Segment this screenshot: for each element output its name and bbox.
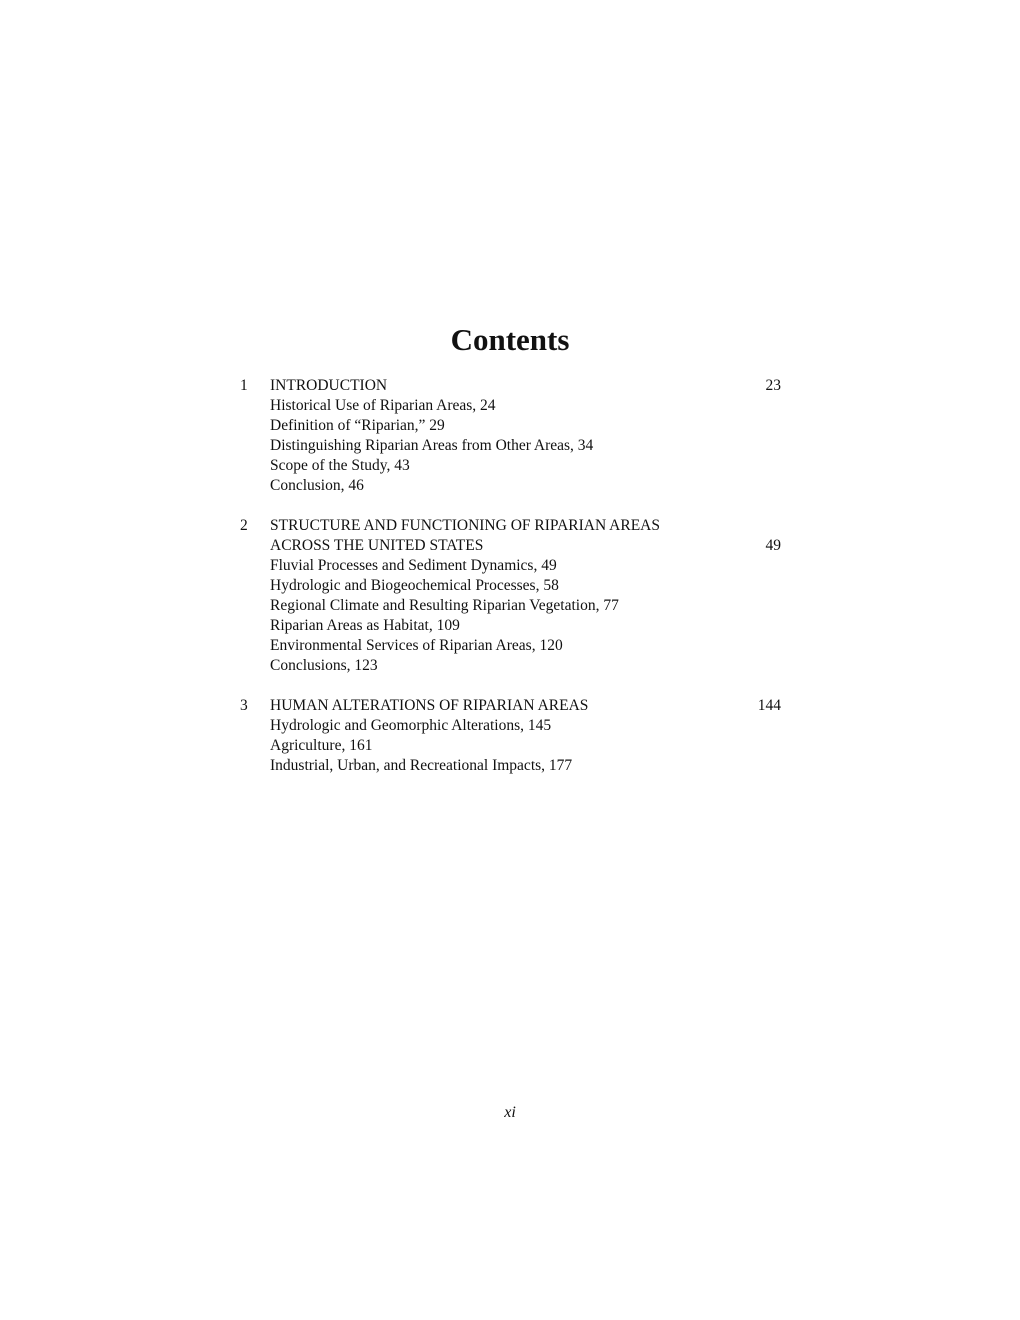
toc-chapter-2 bbox=[240, 516, 781, 676]
toc-section-item: Agriculture, 161 bbox=[270, 737, 373, 754]
chapter-heading bbox=[270, 696, 781, 716]
chapter-page-number: 49 bbox=[765, 537, 781, 554]
toc-section-item: Regional Climate and Resulting Riparian Vegetation, 77 bbox=[270, 597, 619, 614]
toc-section-item: Fluvial Processes and Sediment Dynamics, 49 bbox=[270, 557, 557, 574]
chapter-body bbox=[270, 516, 781, 676]
chapter-body bbox=[270, 376, 781, 496]
toc-section-item: Historical Use of Riparian Areas, 24 bbox=[270, 397, 496, 414]
chapter-body bbox=[270, 696, 781, 776]
table-of-contents bbox=[240, 376, 781, 796]
chapter-page-number: 23 bbox=[765, 377, 781, 394]
chapter-number: 3 bbox=[240, 697, 248, 714]
toc-section-item: Definition of “Riparian,” 29 bbox=[270, 417, 445, 434]
toc-section-item: Hydrologic and Geomorphic Alterations, 145 bbox=[270, 717, 552, 734]
toc-section-item: Conclusions, 123 bbox=[270, 657, 378, 674]
chapter-heading bbox=[270, 516, 781, 536]
chapter-number: 1 bbox=[240, 377, 248, 394]
chapter-heading bbox=[270, 376, 781, 396]
chapter-number: 2 bbox=[240, 517, 248, 534]
toc-section-item: Conclusion, 46 bbox=[270, 477, 364, 494]
toc-section-item: Riparian Areas as Habitat, 109 bbox=[270, 617, 460, 634]
chapter-page-number: 144 bbox=[757, 697, 781, 714]
page-folio: xi bbox=[504, 1104, 516, 1121]
chapter-title: INTRODUCTION bbox=[270, 377, 388, 394]
chapter-heading-continued bbox=[270, 536, 781, 556]
chapter-title: HUMAN ALTERATIONS OF RIPARIAN AREAS bbox=[270, 697, 589, 714]
toc-section-item: Hydrologic and Biogeochemical Processes, 58 bbox=[270, 577, 559, 594]
chapter-title: STRUCTURE AND FUNCTIONING OF RIPARIAN AREAS bbox=[270, 517, 660, 534]
page-title: Contents bbox=[450, 322, 570, 357]
toc-section-item: Industrial, Urban, and Recreational Impacts, 177 bbox=[270, 757, 573, 774]
toc-section-item: Environmental Services of Riparian Areas, 120 bbox=[270, 637, 563, 654]
chapter-title-continued: ACROSS THE UNITED STATES bbox=[270, 537, 484, 554]
toc-chapter-3 bbox=[240, 696, 781, 776]
toc-section-item: Distinguishing Riparian Areas from Other Areas, 34 bbox=[270, 437, 594, 454]
toc-section-item: Scope of the Study, 43 bbox=[270, 457, 410, 474]
toc-chapter-1 bbox=[240, 376, 781, 496]
